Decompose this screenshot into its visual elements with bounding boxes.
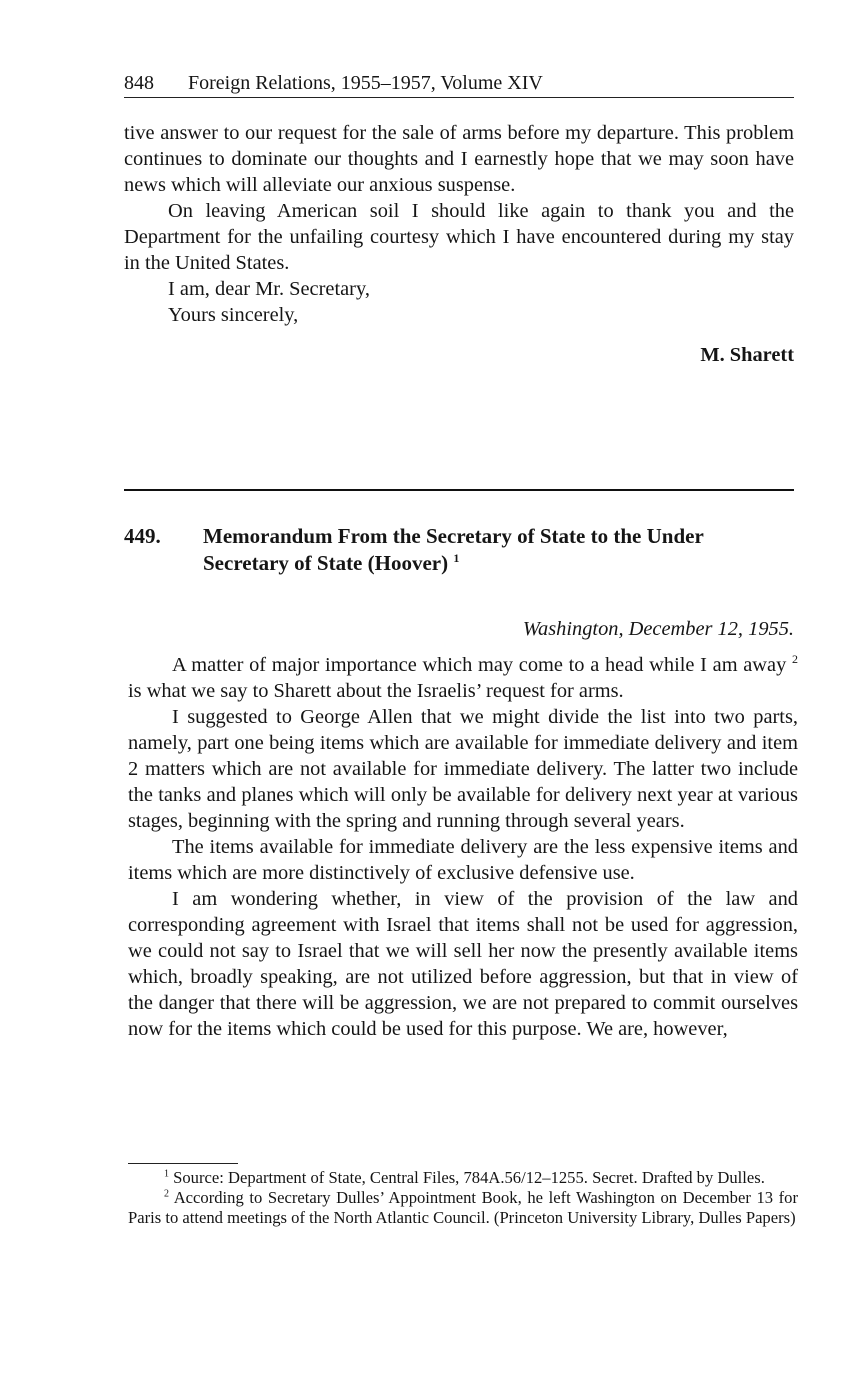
document-divider [124,489,794,491]
document-body [128,652,798,1042]
paragraph-text: is what we say to Sharett about the Israelis’ request for arms. [128,680,624,702]
running-header [124,70,794,98]
page-top [124,70,794,368]
book-title: Foreign Relations, 1955–1957, Volume XIV [188,72,543,94]
footnote-text: According to Secretary Dulles’ Appointment Book, he left Washington on December 13 for Paris to attend meetings of the North Atlantic Council. (Princeton University Library, Dulles Papers) [128,1188,799,1227]
closing-valediction: Yours sincerely, [168,304,299,326]
footnote-mark: 2 [164,1188,169,1200]
closing-salutation: I am, dear Mr. Secretary, [168,278,370,300]
dateline: Washington, December 12, 1955. [522,618,794,640]
paragraph-text: A matter of major importance which may come to a head while I am away [172,654,787,676]
footnote [128,1168,798,1188]
paragraph [128,652,798,704]
document-title-text: Memorandum From the Secretary of State to the Under Secretary of State (Hoover) [203,524,704,575]
document-heading [124,523,794,577]
paragraph: I am wondering whether, in view of the provision of the law and corresponding agreement with Israel that items shall not be used for aggression, we could not say to Israel that we will sell her now the presently available items which, broadly speaking, are not utilized before aggression, but that in view of the danger that there will be aggression, we are not prepared to commit ourselves now for the items which could be used for this purpose. We are, however, [128,888,798,1040]
page-number: 848 [124,72,154,94]
previous-document-text [124,120,794,368]
footnote-text: Source: Department of State, Central Files, 784A.56/12–1255. Secret. Drafted by Dulles. [173,1168,765,1187]
signature: M. Sharett [700,344,794,366]
document-number: 449. [124,524,161,548]
footnote [128,1188,798,1228]
paragraph: On leaving American soil I should like again to thank you and the Department for the unfailing courtesy which I have encountered during my stay in the United States. [124,200,794,274]
paragraph: The items available for immediate delivery are the less expensive items and items which are more distinctively of exclusive defensive use. [128,836,798,884]
footnote-marker: 1 [453,551,460,565]
paragraph: I suggested to George Allen that we might divide the list into two parts, namely, part one being items which are available for immediate delivery and item 2 matters which are not available for immediate delivery. The latter two include the tanks and planes which will only be available for delivery next year at various stages, beginning with the spring and running through several years. [128,706,798,832]
document-title [203,523,794,577]
paragraph: tive answer to our request for the sale of arms before my departure. This problem continues to dominate our thoughts and I earnestly hope that we may soon have news which will alleviate our anxious suspense. [124,122,794,196]
footnote-marker: 2 [791,652,798,667]
footnote-rule [128,1163,238,1164]
footnotes [128,1168,798,1228]
footnote-mark: 1 [164,1168,169,1180]
